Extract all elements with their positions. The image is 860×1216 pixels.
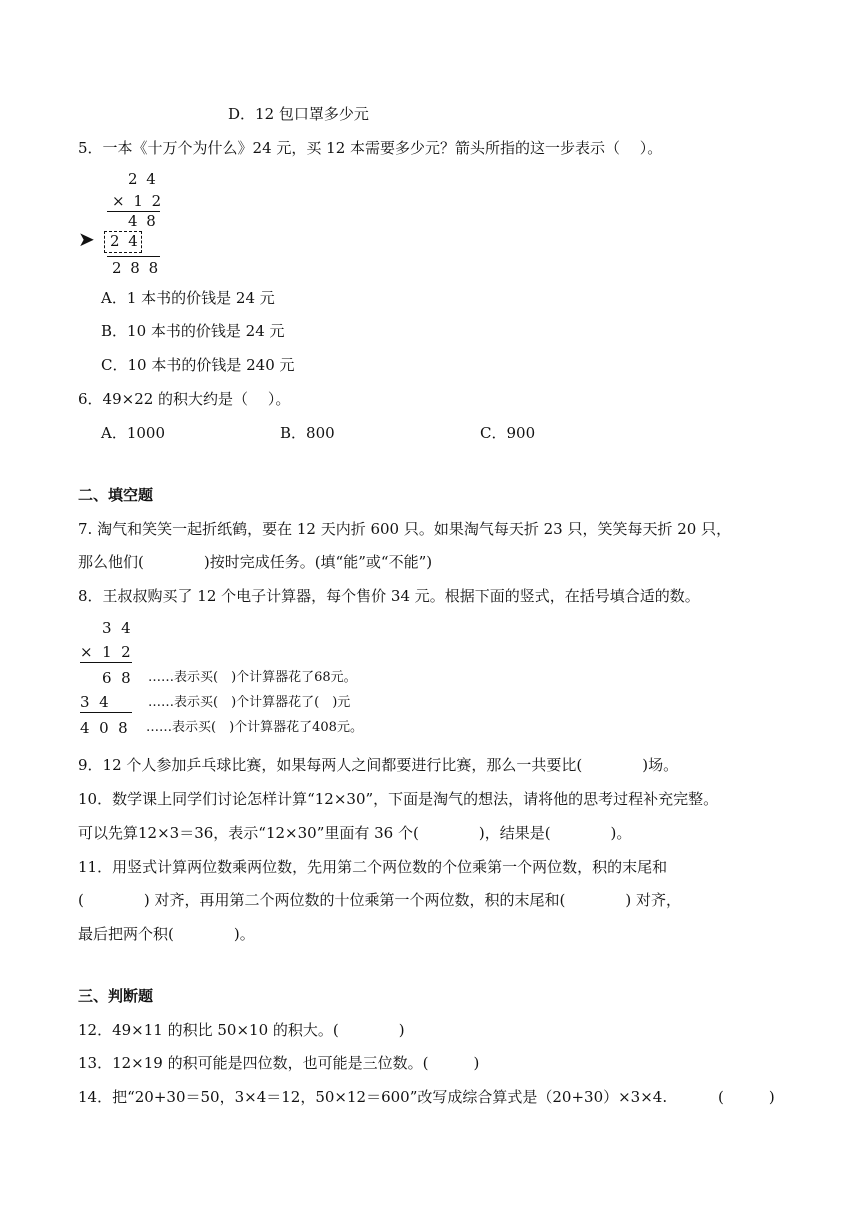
q6-option-b: B．800 (280, 424, 335, 442)
q13-question: 13．12×19 的积可能是四位数，也可能是三位数。( ) (78, 1054, 480, 1072)
section-2-title: 二、填空题 (78, 486, 154, 504)
q8-calc-row2: 3 4 (80, 693, 109, 711)
q5-option-c: C．10 本书的价钱是 240 元 (101, 356, 295, 374)
q7-line-2: 那么他们( )按时完成任务。(填“能”或“不能”) (78, 553, 433, 571)
q8-calc-multiplier: × 1 2 (80, 643, 131, 661)
q8-calc-rule-1 (80, 662, 132, 663)
q8-calc-rule-2 (80, 712, 132, 713)
q5-option-b: B．10 本书的价钱是 24 元 (101, 322, 285, 340)
q14-question: 14．把“20+30＝50，3×4＝12，50×12＝600”改写成综合算式是（20+30）×3×4. (78, 1088, 668, 1106)
q8-note-2: ……表示买( )个计算器花了( )元 (148, 695, 351, 710)
q6-option-a: A．1000 (101, 424, 166, 442)
q5-calc-rule-2 (107, 256, 160, 257)
q10-line-2: 可以先算12×3＝36，表示“12×30”里面有 36 个( )，结果是( )。 (78, 824, 632, 842)
q5-calc-row1: 4 8 (128, 212, 158, 230)
q8-question: 8．王叔叔购买了 12 个电子计算器，每个售价 34 元。根据下面的竖式，在括号填合适的数。 (78, 587, 700, 605)
q7-line-1: 7. 淘气和笑笑一起折纸鹤，要在 12 天内折 600 只。如果淘气每天折 23 只，笑笑每天折 20 只， (78, 520, 732, 538)
q5-option-a: A．1 本书的价钱是 24 元 (101, 289, 275, 307)
q4-option-d: D．12 包口罩多少元 (228, 105, 369, 123)
q5-calc-result: 2 8 8 (112, 259, 161, 277)
q11-line-3: 最后把两个积( )。 (78, 925, 255, 943)
q6-option-c: C．900 (480, 424, 536, 442)
q5-calc-row2: 2 4 (110, 232, 140, 250)
q8-calc-top: 3 4 (102, 619, 131, 637)
q9-question: 9．12 个人参加乒乓球比赛，如果每两人之间都要进行比赛，那么一共要比( )场。 (78, 756, 679, 774)
q5-calc-top: 2 4 (128, 170, 158, 188)
section-3-title: 三、判断题 (78, 987, 154, 1005)
q11-line-2: ( ) 对齐，再用第二个两位数的十位乘第一个两位数，积的末尾和( ) 对齐， (78, 891, 681, 909)
q10-line-1: 10．数学课上同学们讨论怎样计算“12×30”，下面是淘气的想法，请将他的思考过程补充完整。 (78, 790, 719, 808)
q12-question: 12．49×11 的积比 50×10 的积大。( ) (78, 1021, 405, 1039)
q8-note-3: ……表示买( )个计算器花了408元。 (146, 720, 363, 735)
q5-calc-multiplier: × 1 2 (112, 192, 164, 210)
q14-answer-bracket: ( ) (718, 1088, 775, 1106)
q8-note-1: ……表示买( )个计算器花了68元。 (148, 670, 357, 685)
q5-question: 5．一本《十万个为什么》24 元，买 12 本需要多少元？箭头所指的这一步表示（ ）。 (78, 139, 663, 157)
q11-line-1: 11．用竖式计算两位数乘两位数，先用第二个两位数的个位乘第一个两位数，积的末尾和 (78, 858, 668, 876)
q8-calc-result: 4 0 8 (80, 719, 128, 737)
q6-question: 6．49×22 的积大约是（ ）。 (78, 390, 291, 408)
q5-arrow-icon: ➤ (78, 227, 95, 251)
q8-calc-row1: 6 8 (102, 669, 131, 687)
